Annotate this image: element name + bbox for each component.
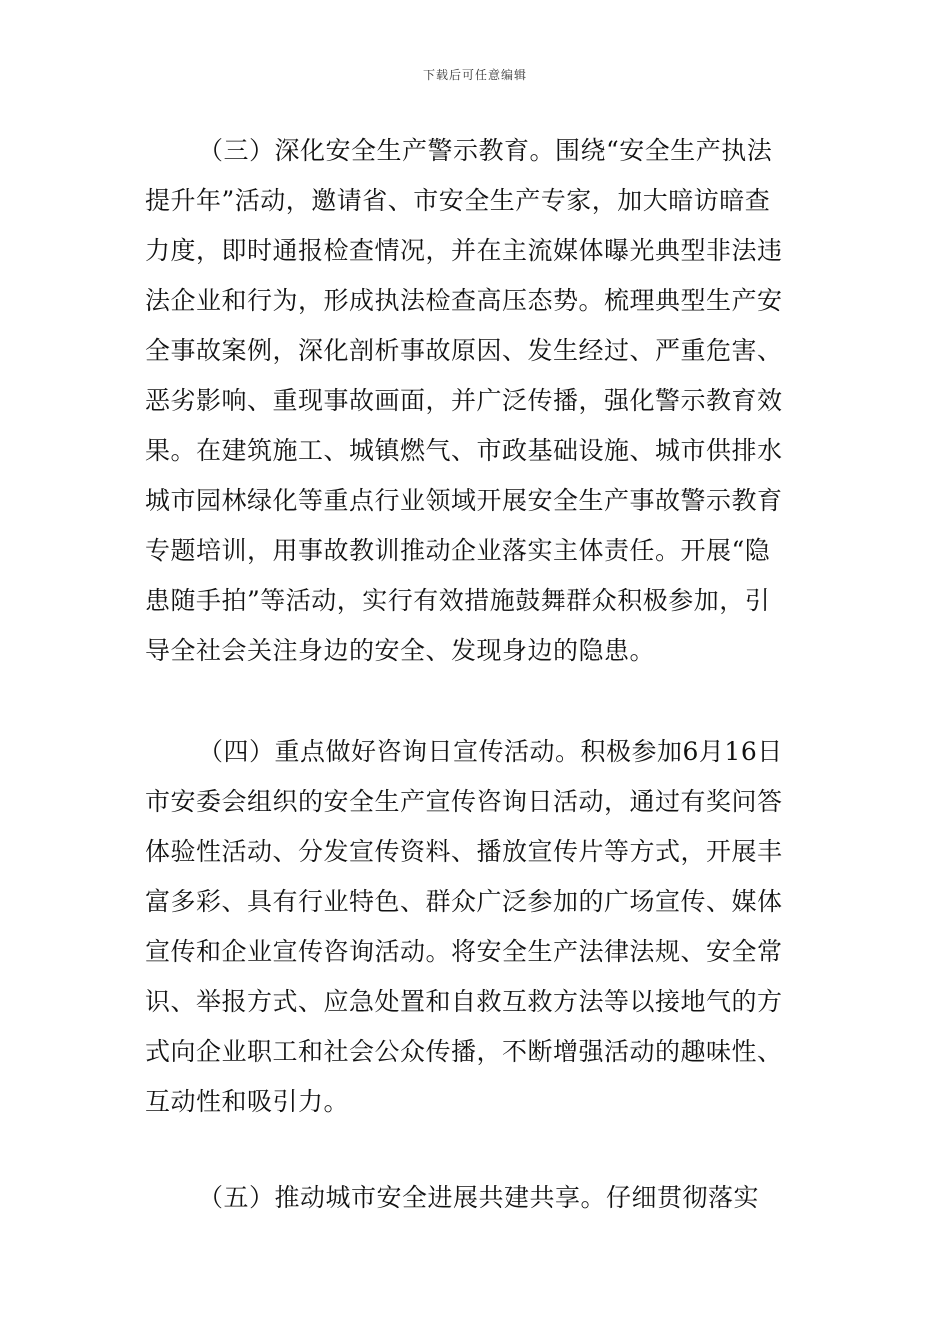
paragraph-line: 力度，即时通报检查情况，并在主流媒体曝光典型非法违: [145, 236, 783, 265]
paragraph-line: 患随手拍”等活动，实行有效措施鼓舞群众积极参加，引: [145, 586, 771, 615]
paragraph-line: 全事故案例，深化剖析事故原因、发生经过、严重危害、: [145, 336, 783, 365]
paragraph-line: 法企业和行为，形成执法检查高压态势。梳理典型生产安: [145, 286, 783, 315]
paragraph-line: （四）重点做好咨询日宣传活动。积极参加6月16日: [198, 737, 783, 766]
paragraph-line: 果。在建筑施工、城镇燃气、市政基础设施、城市供排水: [145, 436, 783, 465]
paragraph-line: 市安委会组织的安全生产宣传咨询日活动，通过有奖问答: [145, 787, 783, 816]
paragraph-line: 城市园林绿化等重点行业领域开展安全生产事故警示教育: [145, 486, 783, 515]
paragraph-line: 导全社会关注身边的安全、发现身边的隐患。: [145, 636, 656, 665]
paragraph-line: 富多彩、具有行业特色、群众广泛参加的广场宣传、媒体: [145, 887, 783, 916]
paragraph-line: 宣传和企业宣传咨询活动。将安全生产法律法规、安全常: [145, 937, 783, 966]
paragraph-line: 专题培训，用事故教训推动企业落实主体责任。开展“隐: [145, 536, 771, 565]
page-header: 下载后可任意编辑: [422, 68, 527, 82]
paragraph-line: 识、举报方式、应急处置和自救互救方法等以接地气的方: [145, 987, 783, 1016]
paragraph-line: 互动性和吸引力。: [145, 1087, 350, 1116]
paragraph-line: 提升年”活动，邀请省、市安全生产专家，加大暗访暗查: [145, 186, 771, 215]
paragraph-line: 体验性活动、分发宣传资料、播放宣传片等方式，开展丰: [145, 837, 783, 866]
paragraph-line: （五）推动城市安全进展共建共享。仔细贯彻落实: [198, 1183, 760, 1212]
paragraph-line: 式向企业职工和社会公众传播，不断增强活动的趣味性、: [145, 1037, 783, 1066]
paragraph-line: 恶劣影响、重现事故画面，并广泛传播，强化警示教育效: [145, 386, 783, 415]
paragraph-line: （三）深化安全生产警示教育。围绕“安全生产执法: [198, 136, 773, 165]
